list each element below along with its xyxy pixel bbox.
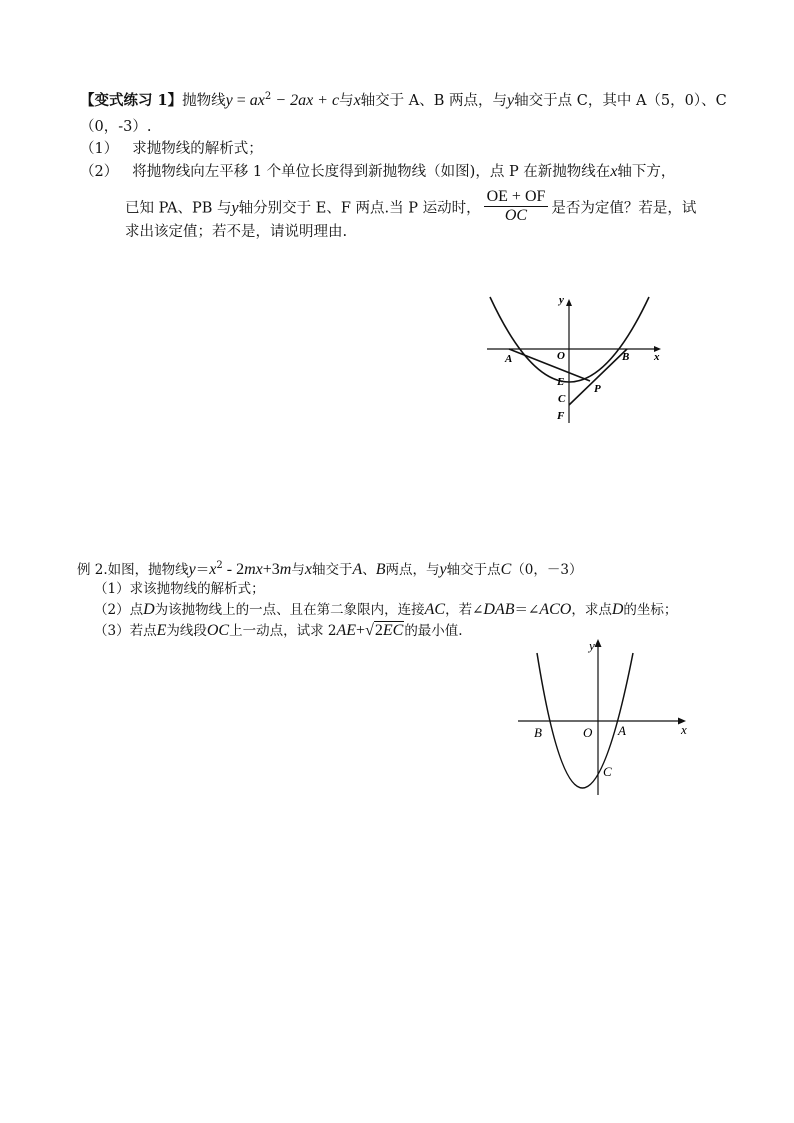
example2-q3: （3）若点E为线段OC上一动点，试求 2AE+√2EC的最小值. — [94, 622, 463, 639]
figure1-y-arrow — [566, 299, 572, 306]
figure2-label-b: B — [534, 725, 542, 740]
exercise1-line2: （0，-3）. — [80, 119, 152, 135]
sqrt-radicand: 2EC — [374, 622, 404, 639]
example2-q2: （2）点D为该抛物线上的一点、且在第二象限内，连接AC，若∠DAB＝∠ACO，求点D的坐标； — [94, 601, 678, 618]
figure1-label-c: C — [558, 393, 566, 405]
figure2-parabola-diagram — [512, 632, 697, 802]
exercise1-q2-line2: 已知 PA、PB 与y轴分别交于 E、F 两点.当 P 运动时， $\frac{OE + OF}{OC}$ 是否为定值？若是，试 — [125, 188, 697, 224]
figure1-parabola-diagram — [480, 290, 670, 430]
figure2-label-o: O — [583, 725, 593, 740]
figure1-label-a: A — [505, 353, 513, 365]
figure2-label-a: A — [618, 723, 626, 738]
fraction-oe-of-oc: $\frac{OE + OF}{OC}$ — [484, 188, 549, 225]
figure2-y-arrow — [595, 639, 602, 647]
exercise1-q1: （1） 求抛物线的解析式； — [80, 141, 263, 157]
exercise1-q2-line1: （2） 将抛物线向左平移 1 个单位长度得到新抛物线（如图)，点 P 在新抛物线在x轴下方， — [80, 163, 676, 180]
exercise1-q2-line3: 求出该定值；若不是，请说明理由. — [125, 224, 348, 240]
figure1-label-p: P — [594, 383, 601, 395]
figure2-label-x: x — [681, 722, 687, 737]
figure1-label-o: O — [557, 350, 565, 362]
figure1-label-b: B — [622, 351, 630, 363]
figure1-label-e: E — [557, 376, 565, 388]
sqrt-sign: √ — [365, 622, 374, 639]
figure1-label-f: F — [557, 410, 565, 422]
figure1-label-y: y — [559, 294, 564, 306]
exercise1-line1: 【变式练习 1】抛物线$y = ax^2 - 2ax + c$与x轴交于 A、B 两点，与y轴交于点 C，其中 A（5，0）、C — [80, 91, 727, 109]
figure2-label-y: y — [589, 638, 595, 653]
exercise1-heading: 【变式练习 1】 — [80, 92, 183, 109]
example2-title: 例 2.如图，抛物线$y=x^2 - 2mx+3m$与x轴交于A、B两点，与y轴交于点C（0，－3） — [77, 560, 583, 578]
example2-q1: （1）求该抛物线的解析式； — [94, 581, 265, 597]
figure1-label-x: x — [654, 351, 660, 363]
figure2-label-c: C — [603, 764, 612, 779]
